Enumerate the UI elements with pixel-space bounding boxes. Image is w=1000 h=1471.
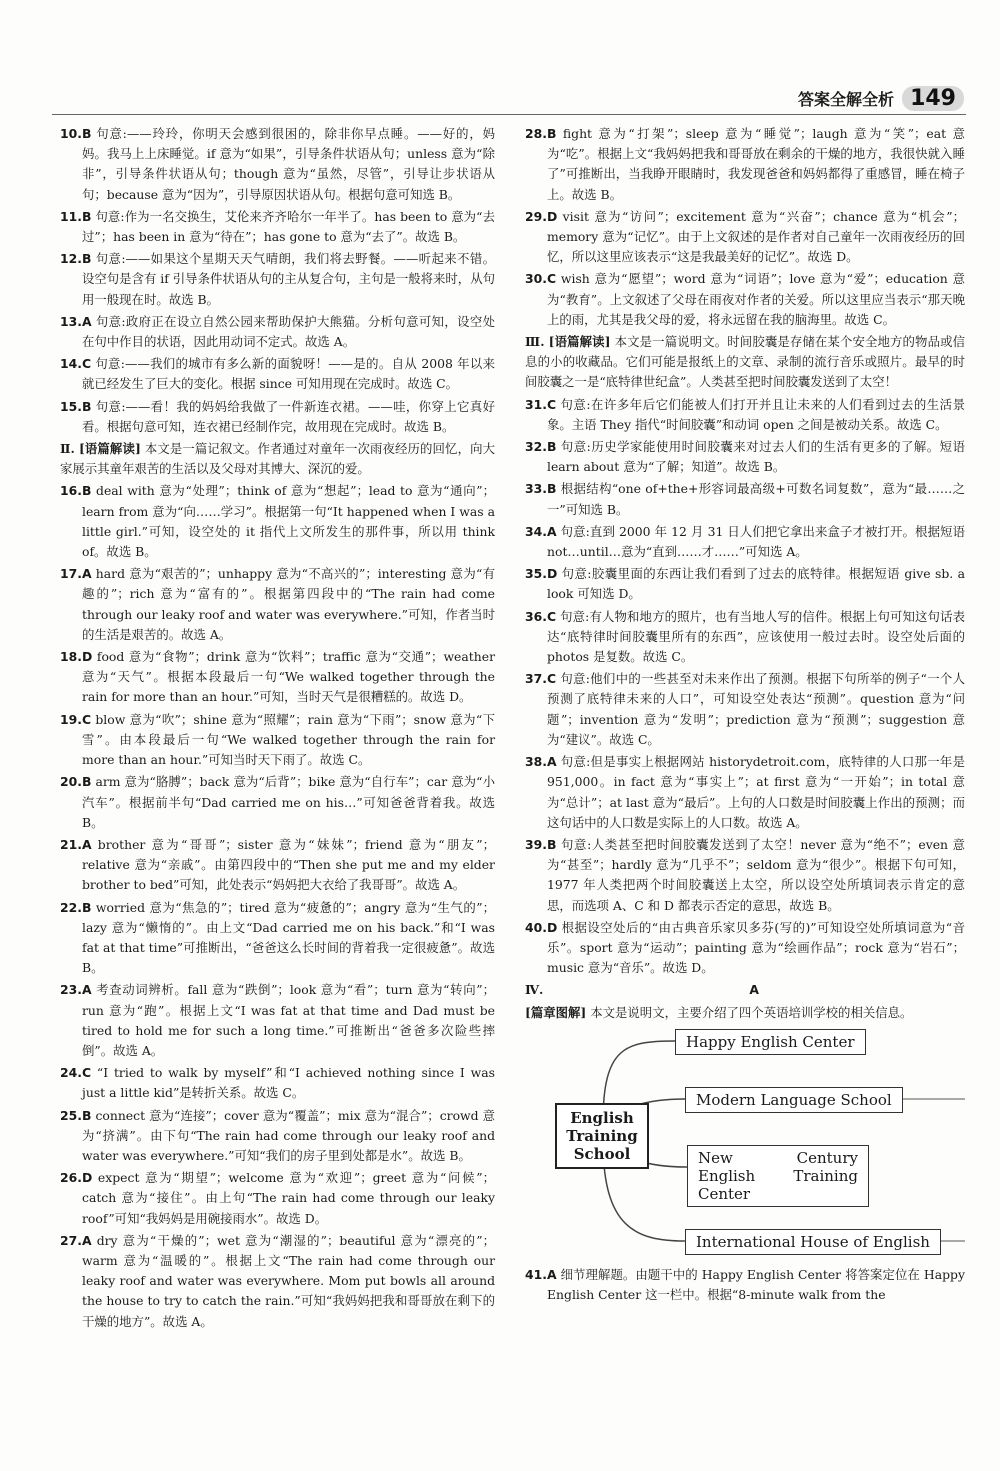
answer-item <box>60 1168 495 1229</box>
answer-text: visit 意为“访问”；excitement 意为“兴奋”；chance 意为“机会”；memory 意为“记忆”。由于上文叙述的是作者对自己童年一次雨夜经历的回忆，所以这里应该表示“这是我最美好的记忆”。故选 D。 <box>547 208 965 265</box>
question-number: 10.B <box>60 126 92 141</box>
section-summary-text: 本文是说明文，主要介绍了四个英语培训学校的相关信息。 <box>590 1004 913 1020</box>
answer-text: 本文是一篇说明文。时间胶囊是存储在某个安全地方的物品或信息的小的收藏品。它们可能是报纸上的文章、录制的流行音乐或照片。最早的时间胶囊之一是“底特律世纪盒”。人类甚至把时间胶囊发送到了太空！ <box>525 334 965 390</box>
answer-text: blow 意为“吹”；shine 意为“照耀”；rain 意为“下雨”；snow 意为“下雪”。由本段最后一句“We walked together through the rain for more than an hour.”可知当时天下雨了。故选 C。 <box>82 711 495 768</box>
answer-item <box>525 522 965 562</box>
diagram-root-label: English Training School <box>566 1108 638 1163</box>
question-number: 14.C <box>60 356 92 372</box>
question-number: 36.C <box>525 608 557 624</box>
answer-item <box>60 647 495 708</box>
diagram-branch-label: Happy English Center <box>686 1032 855 1051</box>
answer-text: 句意:政府正在设立自然公园来帮助保护大熊猫。分析句意可知，设空处在句中作目的状语，因此用动词不定式。故选 A。 <box>82 313 495 350</box>
section-letter: A <box>749 982 759 998</box>
section-tag: [语篇解读] <box>548 334 611 350</box>
section-intro <box>525 332 965 393</box>
diagram-branch-box <box>685 1087 903 1113</box>
page-header <box>798 86 964 111</box>
answer-item <box>60 249 495 310</box>
answer-text: dry 意为“干燥的”；wet 意为“潮湿的”；beautiful 意为“漂亮的”；warm 意为“温暖的”。根据上文“The rain had come through our leaky roof and water was everywhere. Mom put bowls all around the house to try to catch the rain.”可知“我妈妈把我和哥哥放在剩下的干燥的地方”。故选 A。 <box>82 1232 495 1329</box>
answer-item <box>60 1231 495 1332</box>
question-number: 17.A <box>60 566 92 582</box>
answer-text: 考查动词辨析。fall 意为“跌倒”；look 意为“看”；turn 意为“转向”；run 意为“跑”。根据上文“I was fat at that time and Dad must be tired to hold me for such a long time.”可推断出“爸爸多次险些摔倒”。故选 A。 <box>82 982 495 1058</box>
answer-text: expect 意为“期望”；welcome 意为“欢迎”；greet 意为“问候”；catch 意为“接住”。由上句“The rain had come through our leaky roof”可知“我妈妈是用碗接雨水”。故选 D。 <box>82 1170 495 1226</box>
question-number: 35.D <box>525 566 558 582</box>
answer-item <box>60 124 495 205</box>
section-tag: [语篇解读] <box>78 441 141 457</box>
question-number: 38.A <box>525 754 557 770</box>
answer-text: 句意:——如果这个星期天天气晴朗，我们将去野餐。——听起来不错。设空句是含有 if 引导条件状语从句的主从复合句，主句是一般将来时，从句用一般现在时。故选 B。 <box>82 251 495 307</box>
answer-item <box>60 354 495 394</box>
question-number: 20.B <box>60 774 92 790</box>
answer-text: 根据设空处后的“由古典音乐家贝多芬(写的)”可知设空处所填词意为“音乐”。sport 意为“运动”；painting 意为“绘画作品”；rock 意为“岩石”；music 意为“音乐”。故选 D。 <box>547 919 965 976</box>
question-number: 32.B <box>525 439 557 455</box>
answer-item <box>525 479 965 519</box>
answer-text: brother 意为“哥哥”；sister 意为“妹妹”；friend 意为“朋友”；relative 意为“亲戚”。由第四段中的“Then she put me and my elder brother to bed”可知，此处表示“妈妈把大衣给了我哥哥”。故选 A。 <box>82 836 495 893</box>
answer-text: fight 意为“打架”；sleep 意为“睡觉”；laugh 意为“笑”；eat 意为“吃”。根据上文“我妈妈把我和哥哥放在剩余的干燥的地方，我很快就入睡了”可推断出，当我睁开眼睛时，我发现爸爸和妈妈都得了重感冒，睡在椅子上。故选 B。 <box>547 126 965 202</box>
question-number: 41.A <box>525 1266 557 1282</box>
answer-text: food 意为“食物”；drink 意为“饮料”；traffic 意为“交通”；weather 意为“天气”。根据本段最后一句“We walked together through the rain for more than an hour.”可知，当时天气是很糟糕的。故选 D。 <box>82 649 495 705</box>
answer-item <box>60 835 495 896</box>
answer-item <box>60 564 495 645</box>
question-number: 30.C <box>525 271 557 287</box>
answer-item <box>525 1265 965 1305</box>
answer-text: 根据结构“one of+the+形容词最高级+可数名词复数”，意为“最……之一”可知选 B。 <box>547 481 965 517</box>
question-number: 15.B <box>60 398 92 414</box>
answer-item <box>60 207 495 247</box>
answer-text: 句意:胶囊里面的东西让我们看到了过去的底特律。根据短语 give sb. a look 可知选 D。 <box>547 566 965 602</box>
diagram-branch-box <box>687 1145 869 1207</box>
diagram-branch-box <box>685 1229 941 1255</box>
question-number: 39.B <box>525 836 557 852</box>
question-number: 40.D <box>525 919 558 935</box>
answer-text: 句意:有人物和地方的照片，也有当地人写的信件。根据上句可知这句话表达“底特律时间胶囊里所有的东西”，应该使用一般过去时。设空处后面的 photos 是复数。故选 C。 <box>547 608 965 665</box>
answer-text: 句意:在许多年后它们能被人们打开并且让未来的人们看到过去的生活景象。主语 They 指代“时间胶囊”和动词 open 之间是被动关系。故选 C。 <box>547 396 965 432</box>
answer-text: 句意:历史学家能使用时间胶囊来对过去人们的生活有更多的了解。短语 learn about 意为“了解；知道”。故选 B。 <box>547 439 965 475</box>
question-number: 19.C <box>60 711 92 727</box>
right-column <box>525 124 965 1307</box>
answer-item <box>525 437 965 477</box>
question-number: 28.B <box>525 126 557 141</box>
question-number: 12.B <box>60 251 92 267</box>
answer-text: “I tried to walk by myself”和“I achieved nothing since I was just a little kid”是转折关系。故选 C。 <box>82 1065 495 1101</box>
question-number: 23.A <box>60 982 92 998</box>
answer-item <box>525 918 965 979</box>
question-number: 33.B <box>525 481 557 497</box>
diagram-branch-label: International House of English <box>696 1232 930 1251</box>
structure-diagram <box>525 1027 965 1259</box>
answer-item <box>525 669 965 750</box>
answer-text: 句意:作为一名交换生，艾伦来齐齐哈尔一年半了。has been to 意为“去过”；has been in 意为“待在”；has gone to 意为“去了”。故选 B。 <box>82 208 495 245</box>
question-number: 13.A <box>60 313 92 329</box>
answer-text: 句意:但是事实上根据网站 historydetroit.com，底特律的人口那一年是 951,000。in fact 意为“事实上”；at first 意为“一开始”；in total 意为“总计”；at last 意为“最后”。上句的人口数是时间胶囊上作出的预测；而这句话中的人口数是实际上的人口数。故选 A。 <box>547 754 965 830</box>
answer-text: hard 意为“艰苦的”；unhappy 意为“不高兴的”；interesting 意为“有趣的”；rich 意为“富有的”。根据第四段中的“The rain had come through our leaky roof and water was everywhere.”可知，作者当时的生活是艰苦的。故选 A。 <box>82 566 495 642</box>
header-title: 答案全解全析 <box>798 90 895 109</box>
answer-item <box>60 312 495 352</box>
question-number: 21.A <box>60 836 92 852</box>
page-number: 149 <box>902 86 964 111</box>
answer-item <box>525 564 965 604</box>
question-number: 18.D <box>60 649 93 665</box>
question-number: 16.B <box>60 483 92 499</box>
answer-item <box>525 395 965 435</box>
answer-text: arm 意为“胳膊”；back 意为“后背”；bike 意为“自行车”；car 意为“小汽车”。根据前半句“Dad carried me on his…”可知爸爸背着我。故选 B。 <box>82 774 495 830</box>
answer-item <box>60 1063 495 1103</box>
section-iv-summary <box>525 1003 965 1023</box>
section-number: Ⅳ. <box>525 982 544 998</box>
answer-text: 句意:——看！我的妈妈给我做了一件新连衣裙。——哇，你穿上它真好看。根据句意可知，连衣裙已经制作完，故用现在完成时。故选 B。 <box>82 398 495 434</box>
question-number: 34.A <box>525 523 557 539</box>
section-iv-heading <box>525 980 965 1000</box>
question-number: 25.B <box>60 1107 92 1123</box>
diagram-branch-label: New Century English Training Center <box>698 1148 858 1203</box>
answer-item <box>525 124 965 205</box>
question-number: Ⅲ. <box>525 334 545 350</box>
answer-item <box>525 752 965 833</box>
answer-item <box>60 1106 495 1167</box>
left-column <box>60 124 495 1334</box>
answer-item <box>60 980 495 1061</box>
answer-text: connect 意为“连接”；cover 意为“覆盖”；mix 意为“混合”；crowd 意为“挤满”。由下句“The rain had come through our leaky roof and water was everywhere.”可知“我们的房子里到处都是水”。故选 B。 <box>82 1107 495 1163</box>
answer-text: 句意:直到 2000 年 12 月 31 日人们把它拿出来盒子才被打开。根据短语 not…until…意为“直到……才……”可知选 A。 <box>547 523 965 560</box>
answer-text: 本文是一篇记叙文。作者通过对童年一次雨夜经历的回忆，向大家展示其童年艰苦的生活以及父母对其博大、深沉的爱。 <box>60 441 495 477</box>
question-number: 24.C <box>60 1065 92 1081</box>
question-number: 37.C <box>525 671 557 687</box>
diagram-root-box <box>555 1103 649 1169</box>
answer-item <box>60 397 495 437</box>
question-number: 11.B <box>60 208 92 224</box>
question-number: Ⅱ. <box>60 441 75 457</box>
answer-item <box>525 835 965 916</box>
section-tag: [篇章图解] <box>525 1004 587 1020</box>
answer-item <box>60 710 495 771</box>
question-number: 27.A <box>60 1232 92 1248</box>
answer-text: 句意:人类甚至把时间胶囊发送到了太空！never 意为“绝不”；even 意为“甚至”；hardly 意为“几乎不”；seldom 意为“很少”。根据下句可知，1977 年人类把两个时间胶囊送上太空，所以设空处所填词表示肯定的意思，而选项 A、C 和 D 都表示否定的意思，故选 B。 <box>547 836 965 913</box>
answer-text: 句意:——我们的城市有多么新的面貌呀！——是的。自从 2008 年以来就已经发生了巨大的变化。根据 since 可知用现在完成时。故选 C。 <box>82 356 495 392</box>
answer-item <box>525 269 965 330</box>
question-number: 22.B <box>60 899 92 915</box>
diagram-branch-box <box>675 1029 866 1055</box>
answer-item <box>60 898 495 979</box>
question-number: 26.D <box>60 1170 93 1186</box>
header-rule <box>52 114 966 115</box>
answer-item <box>60 481 495 562</box>
answer-item <box>60 772 495 833</box>
answer-text: worried 意为“焦急的”；tired 意为“疲惫的”；angry 意为“生气的”；lazy 意为“懒惰的”。由上文“Dad carried me on his back.”和“I was fat at that time”可推断出，“爸爸这么长时间的背着我一定很疲惫”。故选 B。 <box>82 899 495 976</box>
answer-text: 句意:他们中的一些甚至对未来作出了预测。根据下句所举的例子“一个人预测了底特律未来的人口”，可知设空处表达“预测”。question 意为“问题”；invention 意为“发明”；prediction 意为“预测”；suggestion 意为“建议”。故选 C。 <box>547 671 965 747</box>
answer-text: deal with 意为“处理”；think of 意为“想起”；lead to 意为“通向”；learn from 意为“向……学习”。根据第一句“It happened when I was a little girl.”可知，设空处的 it 指代上文所发生的那件事，所以用 think of。故选 B。 <box>82 483 495 560</box>
section-intro <box>60 439 495 479</box>
answer-text: 句意:——玲玲，你明天会感到很困的，除非你早点睡。——好的，妈妈。我马上上床睡觉。if 意为“如果”，引导条件状语从句；unless 意为“除非”，引导条件状语从句；though 意为“虽然，尽管”，引导让步状语从句；because 意为“因为”，引导原因状语从句。根据句意可知选 B。 <box>82 126 495 202</box>
question-number: 29.D <box>525 208 558 224</box>
answer-item <box>525 207 965 268</box>
answer-text: 细节理解题。由题干中的 Happy English Center 将答案定位在 Happy English Center 这一栏中。根据“8-minute walk from the <box>547 1266 965 1302</box>
question-number: 31.C <box>525 396 557 412</box>
diagram-branch-label: Modern Language School <box>696 1090 892 1109</box>
answer-item <box>525 607 965 668</box>
answer-text: wish 意为“愿望”；word 意为“词语”；love 意为“爱”；education 意为“教育”。上文叙述了父母在雨夜对作者的关爱。所以这里应当表示“那天晚上的雨，尤其是我父母的爱，将永远留在我的脑海里。故选 C。 <box>547 271 965 327</box>
